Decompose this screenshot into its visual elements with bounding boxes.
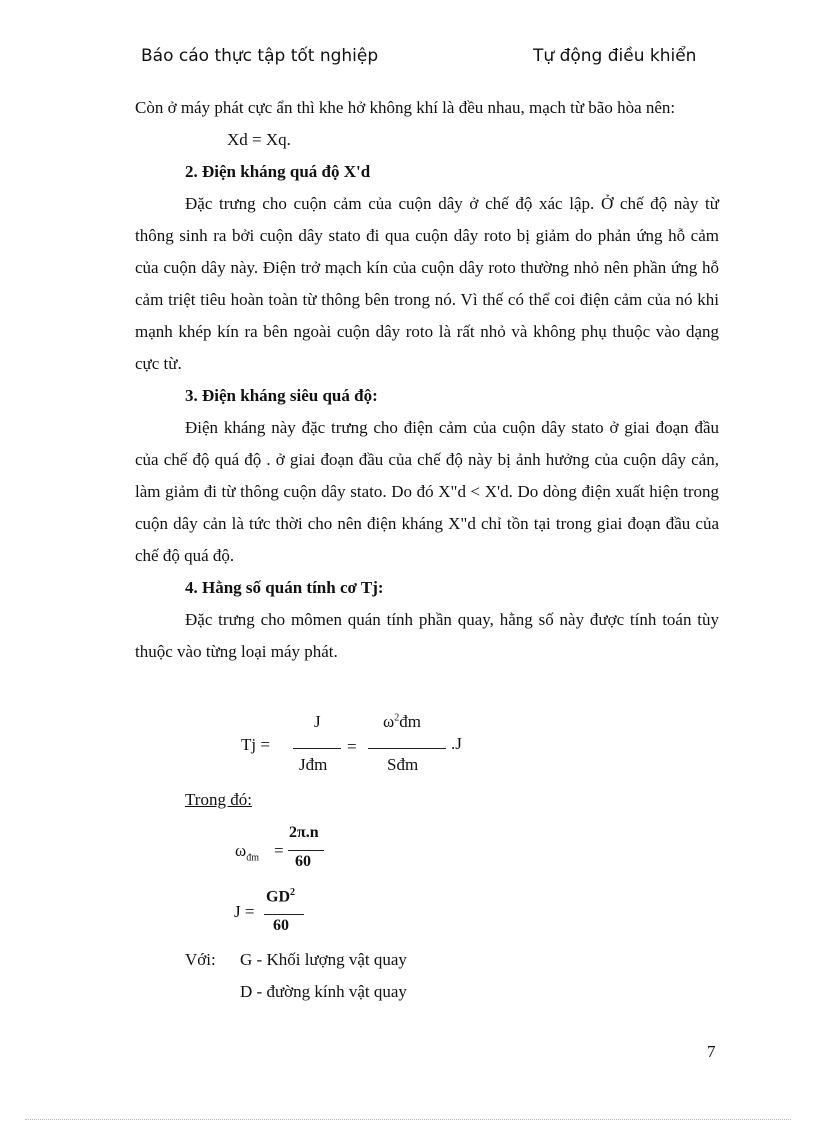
heading-subtransient-reactance: 3. Điện kháng siêu quá độ: (185, 386, 378, 405)
formula-omega-numerator: 2π.n (289, 824, 319, 841)
header-title-right: Tự động điều khiển (533, 46, 697, 66)
formula-tj-numerator-2: $\omega^2đm$ (383, 712, 421, 731)
with-item-d: D - đường kính vật quay (240, 982, 407, 1001)
heading-transient-reactance: 2. Điện kháng quá độ X'd (185, 162, 371, 181)
formula-tj-lhs: Tj = (241, 735, 270, 754)
formula-j-numerator: $GD^2$ (266, 887, 295, 906)
with-item-g: G - Khối lượng vật quay (240, 950, 407, 969)
formula-j (233, 886, 353, 946)
where-label: Trong đó: (185, 790, 252, 809)
formula-omega-equals: = (274, 841, 284, 860)
formula-omega-lhs: $\omega_{đm}$ (235, 841, 259, 864)
formula-j-denominator: 60 (273, 917, 289, 934)
paragraph-intro: Còn ở máy phát cực ẩn thì khe hở không khí là đều nhau, mạch từ bão hòa nên: (135, 98, 676, 117)
formula-omega-denominator: 60 (295, 853, 311, 870)
equation-xd-xq: Xd = Xq. (227, 130, 291, 149)
formula-tj-denominator-1: Jđm (299, 755, 328, 774)
header-title-left: Báo cáo thực tập tốt nghiệp (141, 46, 379, 66)
paragraph-transient-reactance: Đặc trưng cho cuộn cảm của cuộn dây ở chế độ xác lập. Ở chế độ này từ thông sinh ra bởi cuộn dây stato đi qua cuộn dây roto bị giảm do phản ứng hỗ cảm của cuộn dây này. Điện trở mạch kín của cuộn dây roto thường nhỏ nên phần ứng hỗ cảm triệt tiêu hoàn toàn từ thông bên trong nó. Vì thế có thể coi điện cảm của nó khi mạnh khép kín ra bên ngoài cuộn dây roto là rất nhỏ và không phụ thuộc vào dạng cực từ. (135, 194, 719, 373)
with-block (185, 944, 407, 1008)
formula-omega (233, 822, 353, 882)
fraction-bar-1 (293, 748, 341, 749)
formula-tj (235, 710, 535, 780)
formula-tj-numerator-1: J (314, 712, 321, 731)
fraction-bar-2 (368, 748, 446, 749)
formula-j-lhs: J = (234, 902, 255, 921)
heading-inertia-constant: 4. Hằng số quán tính cơ Tj: (185, 578, 384, 597)
document-body (135, 92, 719, 668)
page-number: 7 (707, 1042, 716, 1061)
formula-tj-equals: = (347, 737, 357, 756)
page-footer-dotted-rule (25, 1119, 791, 1120)
fraction-bar-j (264, 914, 304, 915)
formula-tj-denominator-2: Sđm (387, 755, 419, 774)
formula-tj-tail: .J (451, 734, 462, 753)
paragraph-subtransient-reactance: Điện kháng này đặc trưng cho điện cảm của cuộn dây stato ở giai đoạn đầu của chế độ quá độ . ở giai đoạn đầu của chế độ này bị ảnh hưởng của cuộn dây cản, làm giảm đi từ thông cuộn dây stato. Do đó X"d < X'd. Do dòng điện xuất hiện trong cuộn dây cản là tức thời cho nên điện kháng X"d chỉ tồn tại trong giai đoạn đầu của chế độ quá độ. (135, 418, 719, 565)
with-label: Với: (185, 950, 216, 969)
fraction-bar-omega (288, 850, 324, 851)
paragraph-inertia-constant: Đặc trưng cho mômen quán tính phần quay, hằng số này được tính toán tùy thuộc vào từng loại máy phát. (135, 610, 719, 661)
